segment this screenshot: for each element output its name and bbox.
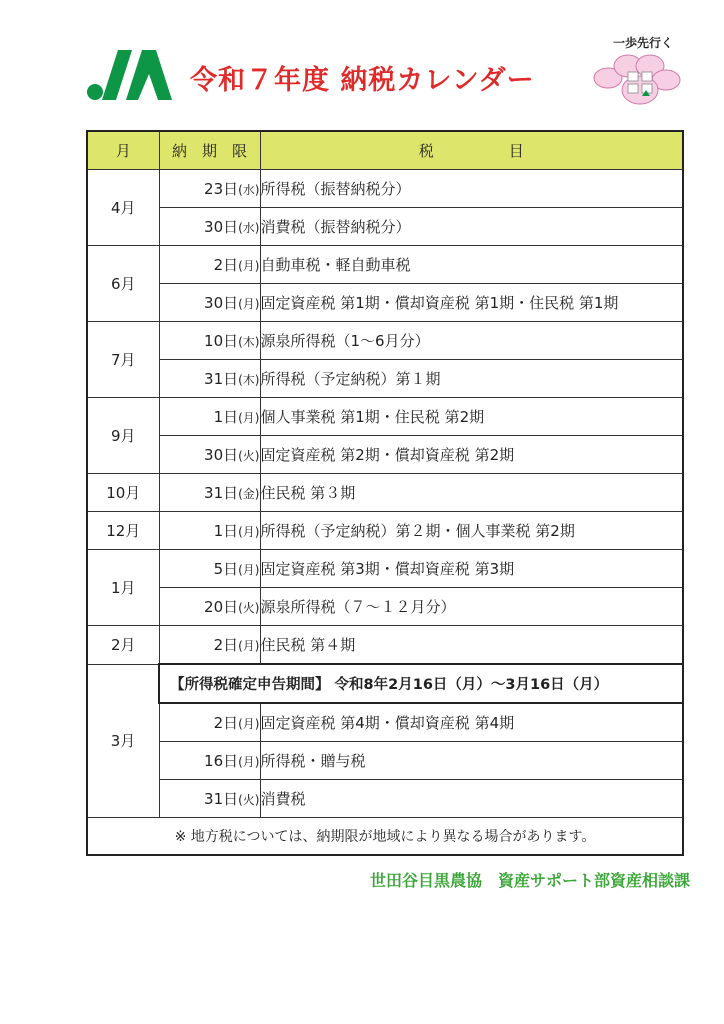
tax-item-cell: 住民税 第４期: [260, 626, 683, 665]
date-cell: 10日(木): [159, 322, 260, 360]
logo-a-stroke: [126, 50, 172, 100]
table-row: [87, 588, 683, 626]
footer-department: 世田谷目黒農協 資産サポート部資産相談課: [369, 871, 690, 890]
page-title: 令和７年度 納税カレンダー: [190, 65, 535, 96]
month-cell: 3月: [87, 664, 159, 818]
month-cell: 7月: [87, 322, 159, 398]
filing-period-notice: 【所得税確定申告期間】 令和8年2月16日（月）～3月16日（月）: [159, 664, 683, 703]
date-cell: 1日(月): [159, 512, 260, 550]
month-cell: 10月: [87, 474, 159, 512]
tax-item-cell: 源泉所得税（７～１２月分）: [260, 588, 683, 626]
tax-item-cell: 固定資産税 第4期・償却資産税 第4期: [260, 703, 683, 742]
table-header-row: [87, 131, 683, 170]
date-cell: 2日(月): [159, 703, 260, 742]
date-cell: 30日(水): [159, 208, 260, 246]
tax-item-cell: 固定資産税 第3期・償却資産税 第3期: [260, 550, 683, 588]
tax-item-cell: 住民税 第３期: [260, 474, 683, 512]
table-row: [87, 474, 683, 512]
date-cell: 30日(月): [159, 284, 260, 322]
month-cell: 4月: [87, 170, 159, 246]
table-row: [87, 170, 683, 208]
ja-logo: [86, 46, 172, 102]
table-row: [87, 436, 683, 474]
table-row: [87, 208, 683, 246]
date-cell: 16日(月): [159, 742, 260, 780]
table-row: [87, 626, 683, 665]
table-row: [87, 550, 683, 588]
month-cell: 12月: [87, 512, 159, 550]
date-cell: 31日(金): [159, 474, 260, 512]
tax-calendar-table: [86, 130, 684, 856]
date-cell: 1日(月): [159, 398, 260, 436]
month-cell: 9月: [87, 398, 159, 474]
date-cell: 20日(火): [159, 588, 260, 626]
tax-item-cell: 固定資産税 第2期・償却資産税 第2期: [260, 436, 683, 474]
logo-j-stroke: [102, 50, 132, 100]
date-cell: 30日(火): [159, 436, 260, 474]
table-note-row: [87, 818, 683, 856]
date-cell: 2日(月): [159, 626, 260, 665]
header-month: 月: [87, 131, 159, 170]
date-cell: 2日(月): [159, 246, 260, 284]
table-row: [87, 703, 683, 742]
tax-item-cell: 所得税（予定納税）第１期: [260, 360, 683, 398]
month-cell: 6月: [87, 246, 159, 322]
table-row: [87, 360, 683, 398]
tax-item-cell: 所得税・贈与税: [260, 742, 683, 780]
tax-item-cell: 固定資産税 第1期・償却資産税 第1期・住民税 第1期: [260, 284, 683, 322]
tax-item-cell: 個人事業税 第1期・住民税 第2期: [260, 398, 683, 436]
table-row: [87, 246, 683, 284]
table-row: [87, 742, 683, 780]
local-tax-note: ※ 地方税については、納期限が地域により異なる場合があります。: [87, 818, 683, 856]
date-cell: 31日(火): [159, 780, 260, 818]
cherry-blossom-icon: [588, 50, 684, 112]
tax-item-cell: 消費税（振替納税分）: [260, 208, 683, 246]
month-cell: 1月: [87, 550, 159, 626]
tax-item-cell: 所得税（予定納税）第２期・個人事業税 第2期: [260, 512, 683, 550]
header-deadline: 納 期 限: [159, 131, 260, 170]
table-row: [87, 398, 683, 436]
month-cell: 2月: [87, 626, 159, 665]
motto-text: 一歩先行く: [612, 36, 673, 50]
table-row: [87, 322, 683, 360]
table-row: [87, 664, 683, 703]
logo-dot: [87, 84, 103, 100]
date-cell: 23日(水): [159, 170, 260, 208]
table-row: [87, 284, 683, 322]
header-tax: 税 目: [260, 131, 683, 170]
table-row: [87, 780, 683, 818]
tax-item-cell: 源泉所得税（1～6月分）: [260, 322, 683, 360]
date-cell: 5日(月): [159, 550, 260, 588]
tax-item-cell: 自動車税・軽自動車税: [260, 246, 683, 284]
date-cell: 31日(木): [159, 360, 260, 398]
tax-item-cell: 消費税: [260, 780, 683, 818]
table-row: [87, 512, 683, 550]
tax-item-cell: 所得税（振替納税分）: [260, 170, 683, 208]
